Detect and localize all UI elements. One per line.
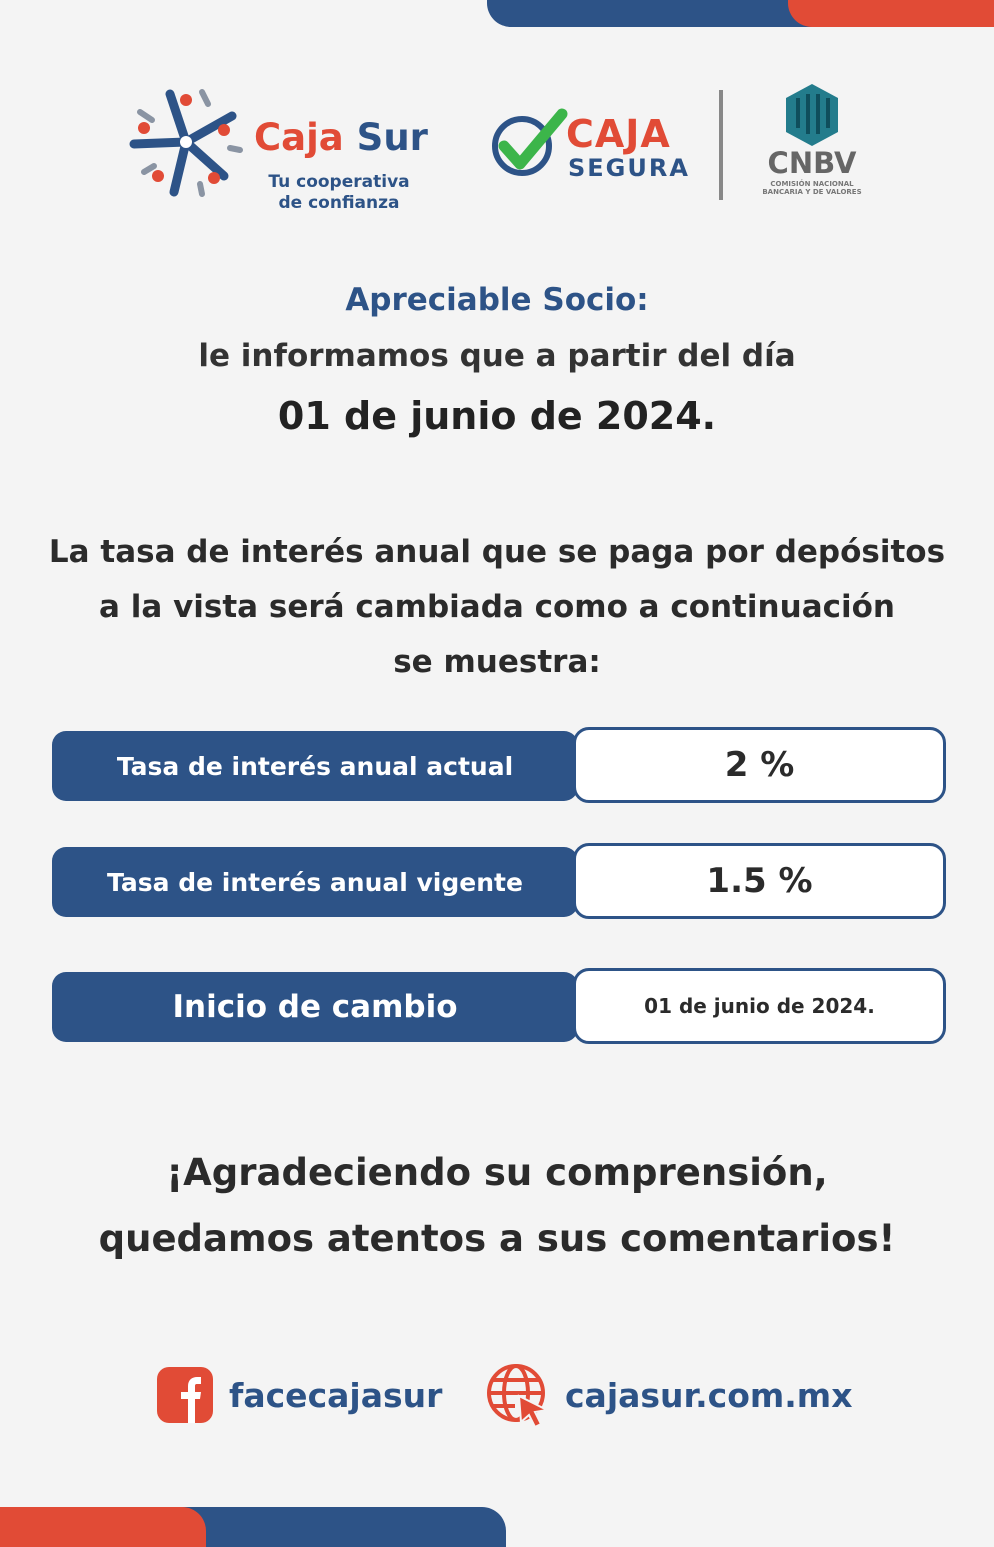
message-line-3: se muestra:: [393, 644, 601, 680]
caja-segura-line1: CAJA: [566, 112, 671, 156]
current-rate-label: Tasa de interés anual actual: [52, 731, 578, 801]
website-url: cajasur.com.mx: [565, 1375, 853, 1415]
cnbv-line2: BANCARIA Y DE VALORES: [762, 188, 862, 196]
cnbv-line1: COMISIÓN NACIONAL: [770, 180, 854, 188]
message-line-2: a la vista será cambiada como a continuación: [99, 589, 895, 625]
intro-date: 01 de junio de 2024.: [277, 394, 717, 438]
caja-segura-logo: [490, 108, 690, 188]
cajasur-tagline-2: de confianza: [278, 193, 400, 213]
closing-line-2: quedamos atentos a sus comentarios!: [98, 1217, 896, 1260]
greeting: Apreciable Socio:: [345, 282, 649, 318]
cajasur-emblem-icon: [128, 86, 244, 198]
closing-line-1: ¡Agradeciendo su comprensión,: [166, 1151, 828, 1194]
cnbv-acronym: CNBV: [767, 146, 857, 180]
change-start-value: 01 de junio de 2024.: [573, 968, 946, 1044]
facebook-link[interactable]: [157, 1367, 442, 1423]
cnbv-logo: [756, 84, 868, 204]
caja-segura-line2: SEGURA: [568, 154, 690, 182]
message-line-1: La tasa de interés anual que se paga por depósitos: [48, 534, 946, 570]
new-rate-value: 1.5 %: [573, 843, 946, 919]
intro-line: le informamos que a partir del día: [198, 338, 796, 374]
facebook-icon: [157, 1367, 213, 1423]
facebook-handle: facecajasur: [229, 1375, 443, 1415]
globe-cursor-icon: [485, 1362, 551, 1428]
cajasur-tagline-1: Tu cooperativa: [268, 172, 410, 192]
cajasur-logo: [128, 86, 428, 216]
cajasur-name-sur: Sur: [356, 116, 428, 159]
bottom-red-bar: [0, 1507, 206, 1547]
change-start-label: Inicio de cambio: [52, 972, 578, 1042]
logo-divider: [719, 90, 723, 200]
top-red-bar: [788, 0, 994, 27]
cnbv-emblem-icon: [784, 84, 840, 146]
new-rate-label: Tasa de interés anual vigente: [52, 847, 578, 917]
current-rate-value: 2 %: [573, 727, 946, 803]
cajasur-name-caja: Caja: [254, 116, 344, 159]
website-link[interactable]: [485, 1362, 852, 1428]
checkmark-icon: [490, 108, 570, 178]
